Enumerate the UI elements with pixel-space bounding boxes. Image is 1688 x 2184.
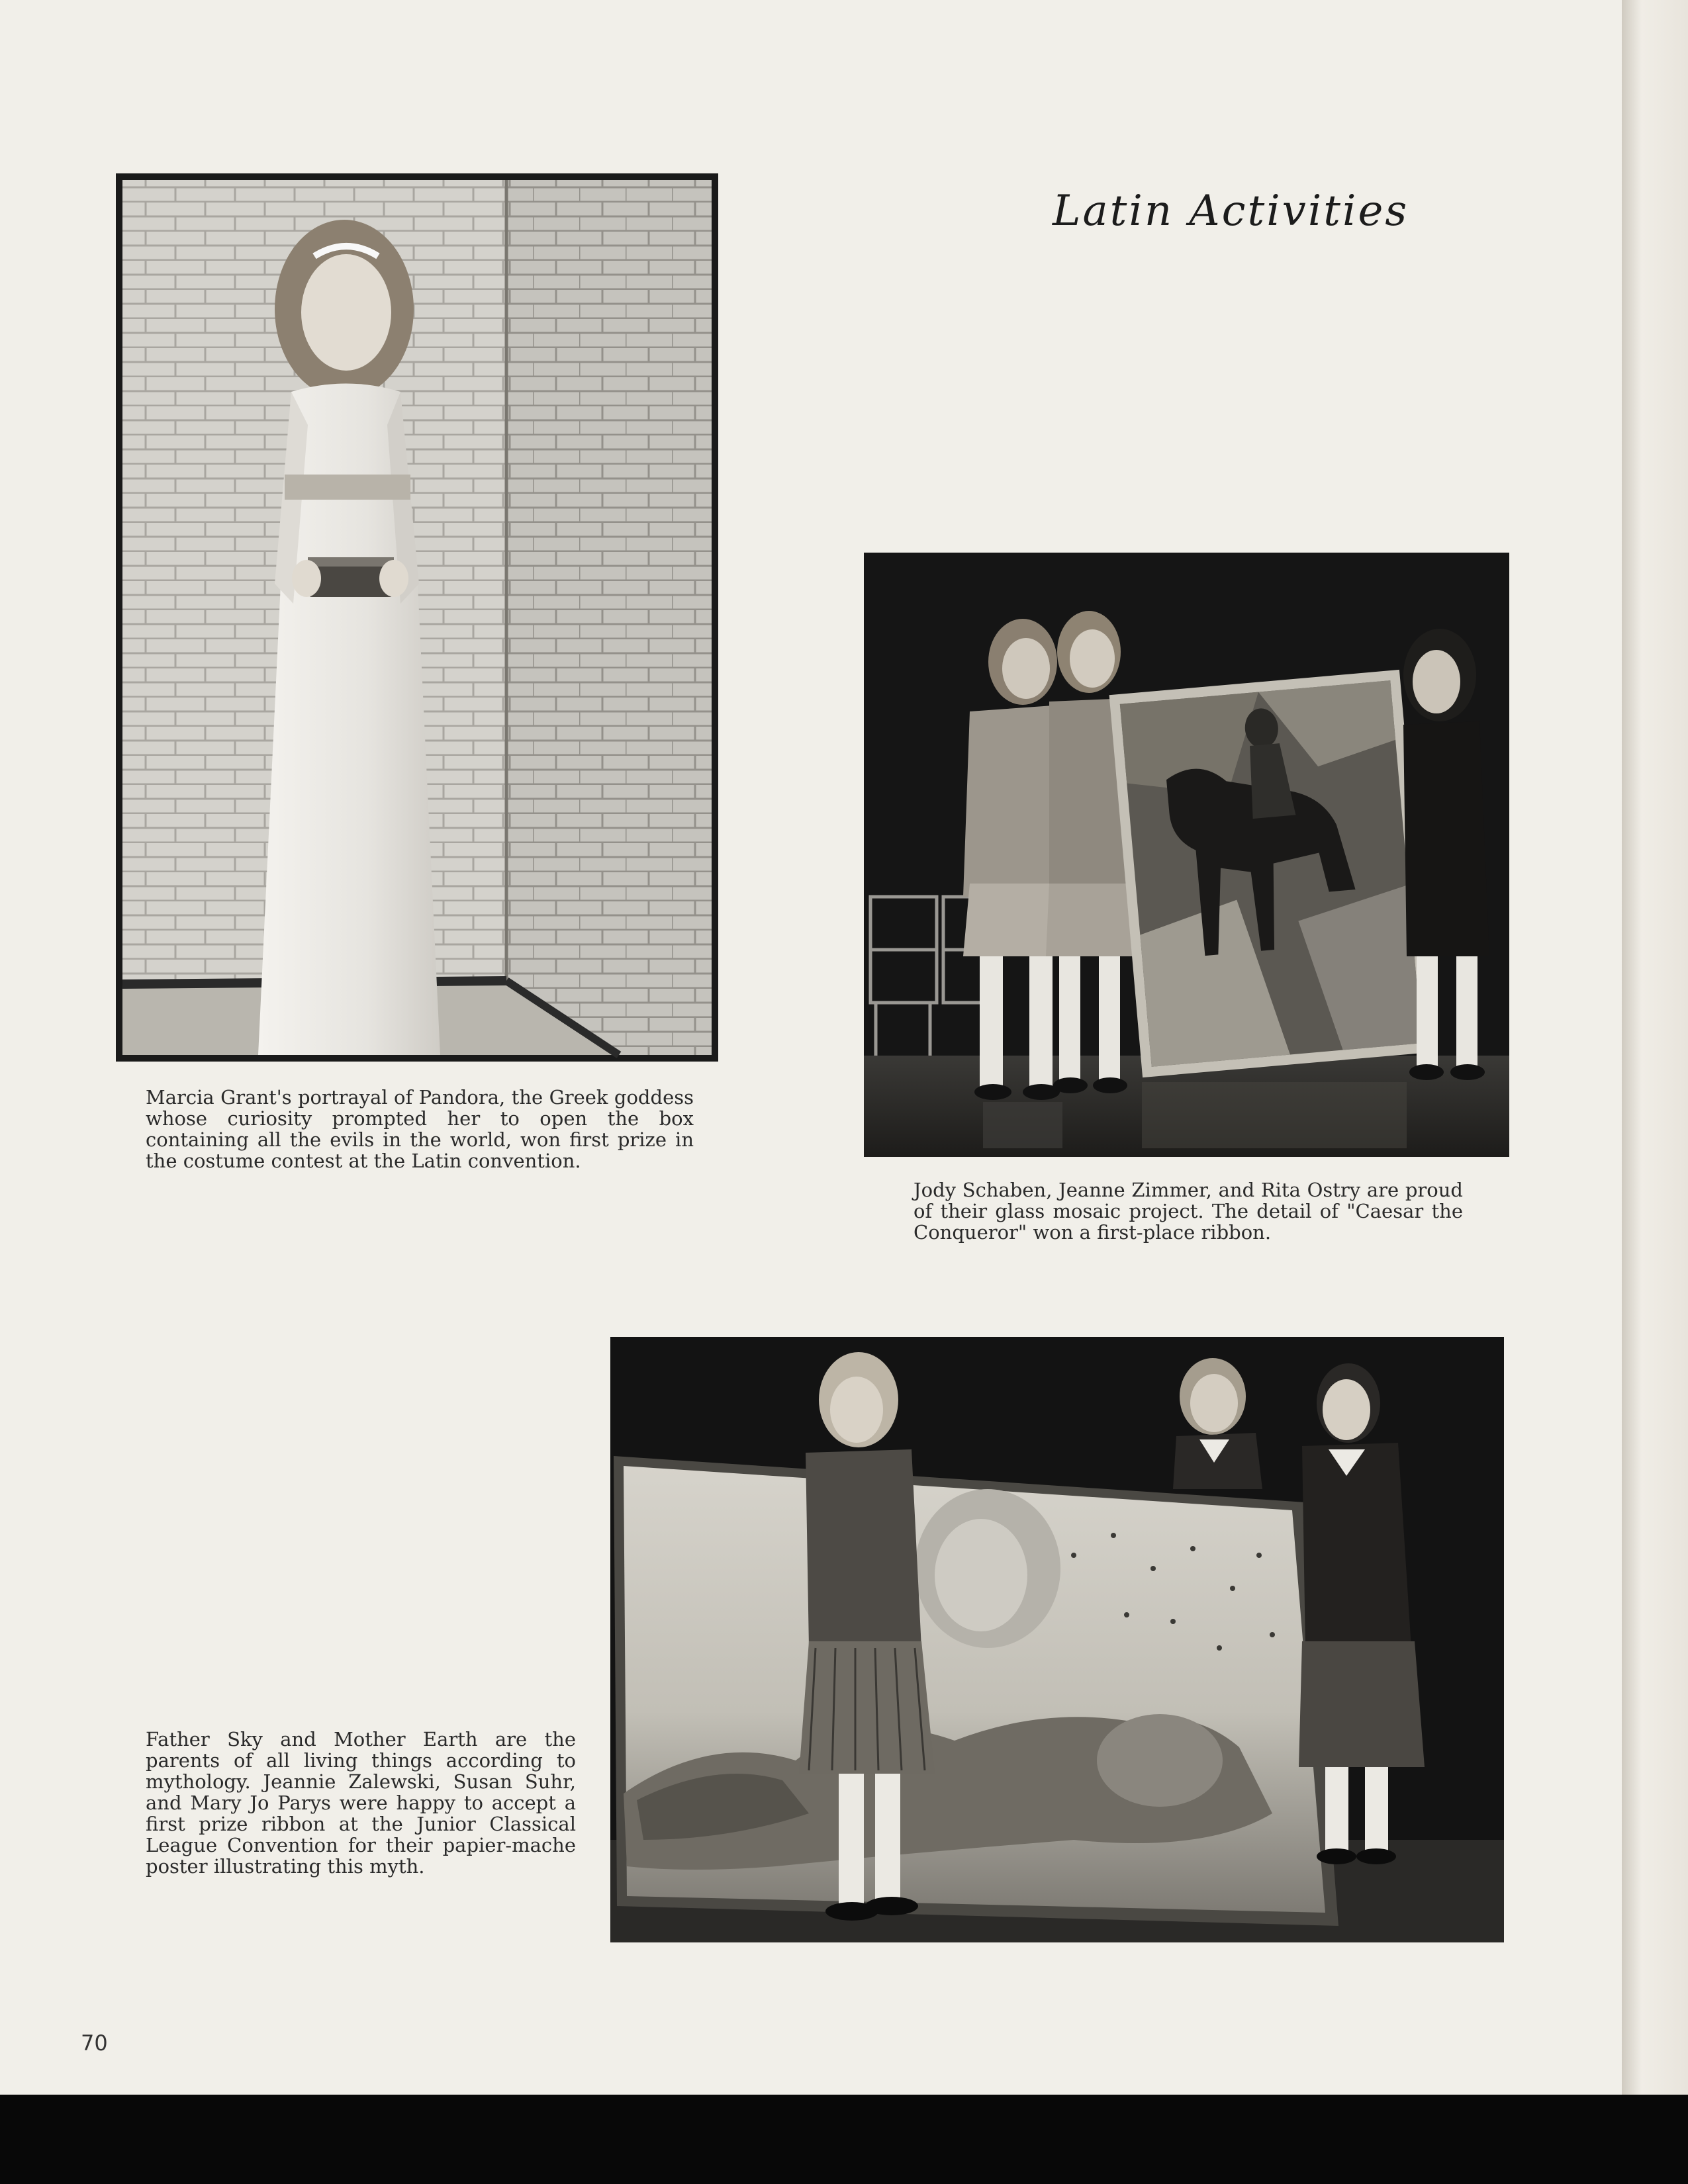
sky-earth-photo	[610, 1337, 1504, 1942]
mosaic-caption: Jody Schaben, Jeanne Zimmer, and Rita Ostry are proud of their glass mosaic project. The detail of "Caesar the Conqueror" won a first-place ribbon.	[914, 1179, 1463, 1244]
page-number: 70	[81, 2030, 108, 2056]
scan-bottom-border	[0, 2095, 1688, 2184]
mosaic-photo	[864, 553, 1509, 1157]
pandora-photo	[116, 173, 718, 1062]
sky-earth-caption: Father Sky and Mother Earth are the parents of all living things according to mythology. Jeannie Zalewski, Susan Suhr, and Mary Jo Parys were happy to accept a first prize ribbon at the Junior Classical League Convention for their papier-mache poster illustrating this myth.	[146, 1728, 576, 1878]
pandora-caption: Marcia Grant's portrayal of Pandora, the Greek goddess whose curiosity prompted her to open the box containing all the evils in the world, won first prize in the costume contest at the Latin convention.	[146, 1086, 694, 1172]
next-page-edge	[1622, 0, 1688, 2095]
page-title: Latin Activities	[1053, 187, 1409, 236]
